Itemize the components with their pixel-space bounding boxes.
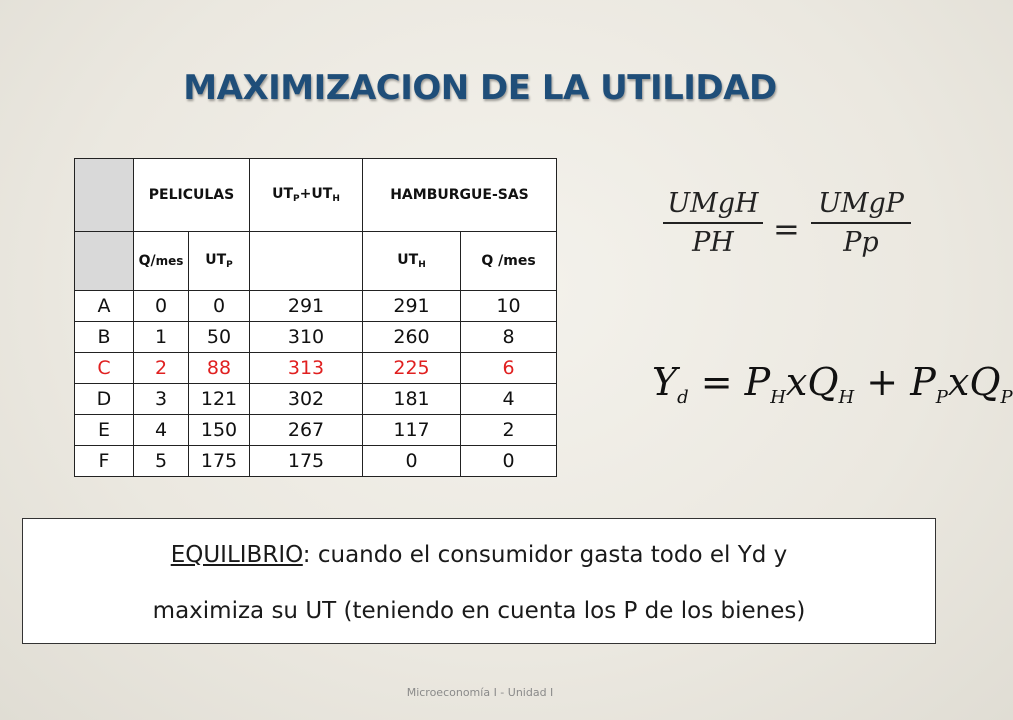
cell-q: 5	[134, 446, 189, 477]
header-ut-h: $UT_H$	[363, 232, 461, 291]
marginal-utility-equation	[663, 188, 923, 278]
cell-utp: 50	[189, 322, 250, 353]
left-denominator: PH	[692, 227, 734, 258]
table-row	[75, 415, 557, 446]
cell-uth: 291	[363, 291, 461, 322]
fraction-bar	[811, 222, 911, 224]
row-label: C	[75, 353, 134, 384]
cell-qh: 2	[461, 415, 557, 446]
cell-uth: 117	[363, 415, 461, 446]
cell-q: 1	[134, 322, 189, 353]
cell-qh: 8	[461, 322, 557, 353]
utility-table	[74, 158, 557, 477]
footer: Microeconomía I - Unidad I	[406, 686, 554, 699]
cell-q: 4	[134, 415, 189, 446]
left-fraction	[663, 188, 763, 258]
header-blank-cell	[75, 159, 134, 232]
table-row	[75, 446, 557, 477]
equilibrium-box	[22, 518, 936, 644]
equilibrium-keyword: EQUILIBRIO	[170, 542, 303, 568]
cell-ut: 291	[250, 291, 363, 322]
cell-q: 2	[134, 353, 189, 384]
cell-utp: 0	[189, 291, 250, 322]
row-label: E	[75, 415, 134, 446]
budget-equation: $Y_d = P_HxQ_H + P_PxQ_P$	[652, 360, 1013, 408]
row-label: B	[75, 322, 134, 353]
cell-qh: 0	[461, 446, 557, 477]
header-ut-p: $UT_P$	[189, 232, 250, 291]
table-row	[75, 322, 557, 353]
header-q-mes: Q/mes	[134, 232, 189, 291]
cell-ut: 267	[250, 415, 363, 446]
equilibrium-text-1: : cuando el consumidor gasta todo el Yd y	[302, 542, 788, 568]
header-peliculas: PELICULAS	[134, 159, 250, 232]
cell-utp: 175	[189, 446, 250, 477]
table-row	[75, 384, 557, 415]
fraction-bar	[663, 222, 763, 224]
equilibrium-line-1	[23, 527, 935, 583]
left-numerator: UMgH	[667, 188, 759, 219]
cell-ut: 310	[250, 322, 363, 353]
cell-utp: 150	[189, 415, 250, 446]
cell-qh: 4	[461, 384, 557, 415]
row-label: A	[75, 291, 134, 322]
right-denominator: Pp	[843, 227, 879, 258]
table-row-highlighted	[75, 353, 557, 384]
row-label: D	[75, 384, 134, 415]
table-header-row-1	[75, 159, 557, 232]
cell-q: 0	[134, 291, 189, 322]
cell-uth: 225	[363, 353, 461, 384]
header-empty-cell	[250, 232, 363, 291]
row-label: F	[75, 446, 134, 477]
cell-utp: 88	[189, 353, 250, 384]
cell-ut: 175	[250, 446, 363, 477]
cell-uth: 181	[363, 384, 461, 415]
equilibrium-line-2: maximiza su UT (teniendo en cuenta los P de los bienes)	[152, 598, 806, 624]
table-header-row-2	[75, 232, 557, 291]
page-title: MAXIMIZACION DE LA UTILIDAD	[183, 68, 777, 108]
cell-qh: 6	[461, 353, 557, 384]
header-ut-sum: $UT_P+UT_H$	[250, 159, 363, 232]
cell-ut: 302	[250, 384, 363, 415]
right-numerator: UMgP	[818, 188, 904, 219]
right-fraction	[811, 188, 911, 258]
cell-q: 3	[134, 384, 189, 415]
cell-qh: 10	[461, 291, 557, 322]
cell-ut: 313	[250, 353, 363, 384]
cell-uth: 0	[363, 446, 461, 477]
cell-uth: 260	[363, 322, 461, 353]
table-row	[75, 291, 557, 322]
header-hamburguesas: HAMBURGUE-SAS	[363, 159, 557, 232]
equals-sign: =	[773, 210, 800, 248]
header-blank-cell	[75, 232, 134, 291]
cell-utp: 121	[189, 384, 250, 415]
header-q-mes-h: Q /mes	[461, 232, 557, 291]
